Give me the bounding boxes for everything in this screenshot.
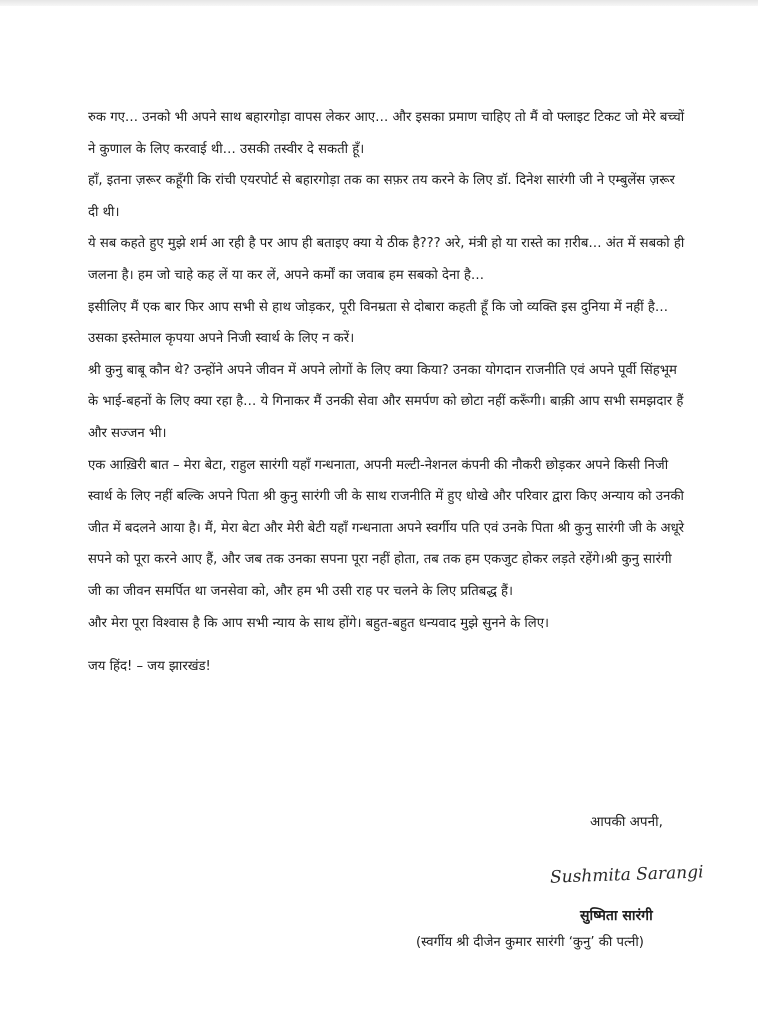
paragraph-last-word: एक आख़िरी बात – मेरा बेटा, राहुल सारंगी यहाँ गन्धनाता, अपनी मल्टी-नेशनल कंपनी की नौकरी छोड़कर अपने किसी निजी स्वार्थ के लिए नहीं बल्कि अपने पिता श्री कुनु सारंगी जी के साथ राजनीति में हुए धोखे और परिवार द्वारा किए अन्याय को उनकी जीत में बदलने आया है। मैं, मेरा बेटा और मेरी बेटी यहाँ गन्धनाता अपने स्वर्गीय पति एवं उनके पिता श्री कुनु सारंगी जी के अधूरे सपने को पूरा करने आए हैं, और जब तक उनका सपना पूरा नहीं होता, तब तक हम एकजुट होकर लड़ते रहेंगे।श्री कुनु सारंगी जी का जीवन समर्पित था जनसेवा को, और हम भी उसी राह पर चलने के लिए प्रतिबद्ध हैं। bbox=[88, 457, 685, 599]
paragraph-kunu-babu: श्री कुनु बाबू कौन थे? उन्होंने अपने जीवन में अपने लोगों के लिए क्या किया? उनका योगदान राजनीति एवं अपने पूर्वी सिंहभूम के भाई-बहनों के लिए क्या रहा है… ये गिनाकर मैं उनकी सेवा और समर्पण को छोटा नहीं करूँगी। बाक़ी आप सभी समझदार हैं और सज्जन भी। bbox=[88, 362, 684, 441]
slogan: जय हिंद! – जय झारखंड! bbox=[88, 659, 211, 675]
paragraph-thanks: और मेरा पूरा विश्वास है कि आप सभी न्याय के साथ होंगे। बहुत-बहुत धन्यवाद मुझे सुनने के लिए। bbox=[88, 615, 550, 631]
handwritten-signature bbox=[548, 854, 708, 894]
signer-name: सुष्मिता सारंगी bbox=[580, 908, 653, 924]
letter-body bbox=[88, 102, 688, 683]
signer-relation: (स्वर्गीय श्री दीजेन कुमार सारंगी ‘कुनु’ की पत्नी) bbox=[416, 935, 644, 950]
paragraph-shame: ये सब कहते हुए मुझे शर्म आ रही है पर आप ही बताइए क्या ये ठीक है??? अरे, मंत्री हो या रास्ते का ग़रीब… अंत में सबको ही जलना है। हम जो चाहे कह लें या कर लें, अपने कर्मों का जवाब हम सबको देना है… bbox=[88, 236, 685, 283]
paragraph-request: इसीलिए मैं एक बार फिर आप सभी से हाथ जोड़कर, पूरी विनम्रता से दोबारा कहती हूँ कि जो व्यक्ति इस दुनिया में नहीं है… उसका इस्तेमाल कृपया अपने निजी स्वार्थ के लिए न करें। bbox=[88, 299, 669, 347]
signature-text: Sushmita Sarangi bbox=[549, 862, 704, 888]
paragraph-ambulance: हाँ, इतना ज़रूर कहूँगी कि रांची एयरपोर्ट से बहारगोड़ा तक का सफ़र तय करने के लिए डॉ. दिनेश सारंगी जी ने एम्बुलेंस ज़रूर दी थी। bbox=[88, 173, 675, 220]
spacer bbox=[88, 639, 688, 651]
paragraph-flight-ticket: रुक गए… उनको भी अपने साथ बहारगोड़ा वापस लेकर आए… और इसका प्रमाण चाहिए तो मैं वो फ्लाइट टिकट जो मेरे बच्चों ने कुणाल के लिए करवाई थी… उसकी तस्वीर दे सकती हूँ। bbox=[88, 110, 685, 157]
page-top-edge bbox=[0, 0, 758, 6]
closing-line: आपकी अपनी, bbox=[590, 814, 663, 830]
